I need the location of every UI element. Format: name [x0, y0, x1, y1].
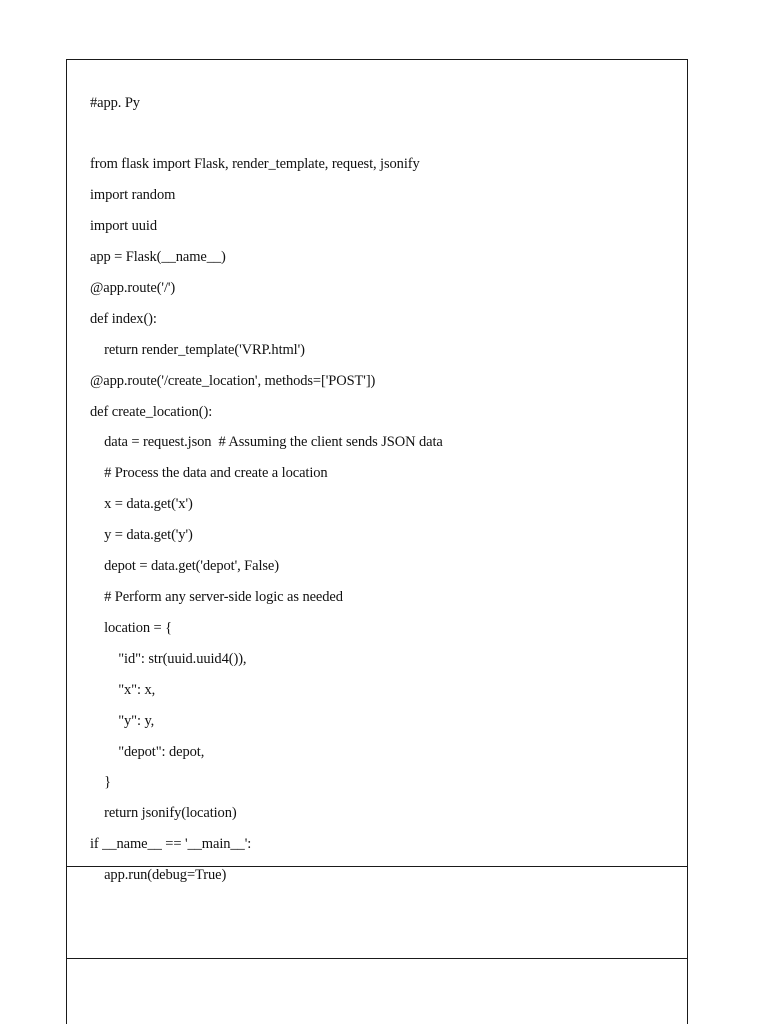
code-line: app.run(debug=True) — [90, 867, 227, 883]
code-line: depot = data.get('depot', False) — [90, 558, 279, 574]
code-line: return render_template('VRP.html') — [90, 342, 305, 358]
code-line: # Process the data and create a location — [90, 465, 328, 481]
code-line: from flask import Flask, render_template, request, jsonify — [90, 156, 420, 172]
code-line: #app. Py — [90, 95, 140, 111]
code-line: # Perform any server-side logic as needed — [90, 589, 343, 605]
code-line: "id": str(uuid.uuid4()), — [90, 651, 247, 667]
code-line: return jsonify(location) — [90, 805, 237, 821]
code-line: "x": x, — [90, 682, 156, 698]
code-line: @app.route('/') — [90, 280, 176, 296]
code-line: x = data.get('x') — [90, 496, 193, 512]
code-line: location = { — [90, 620, 172, 636]
code-line: import uuid — [90, 218, 157, 234]
code-line: app = Flask(__name__) — [90, 249, 226, 265]
code-line: def create_location(): — [90, 404, 213, 420]
code-line: } — [90, 774, 111, 790]
code-line: if __name__ == '__main__': — [90, 836, 252, 852]
code-line: def index(): — [90, 311, 157, 327]
code-line: "y": y, — [90, 713, 155, 729]
code-line: y = data.get('y') — [90, 527, 193, 543]
code-line: @app.route('/create_location', methods=['POST']) — [90, 373, 376, 389]
table-divider — [66, 958, 688, 959]
code-line: "depot": depot, — [90, 744, 205, 760]
code-line: data = request.json # Assuming the client sends JSON data — [90, 434, 443, 450]
code-line: import random — [90, 187, 176, 203]
